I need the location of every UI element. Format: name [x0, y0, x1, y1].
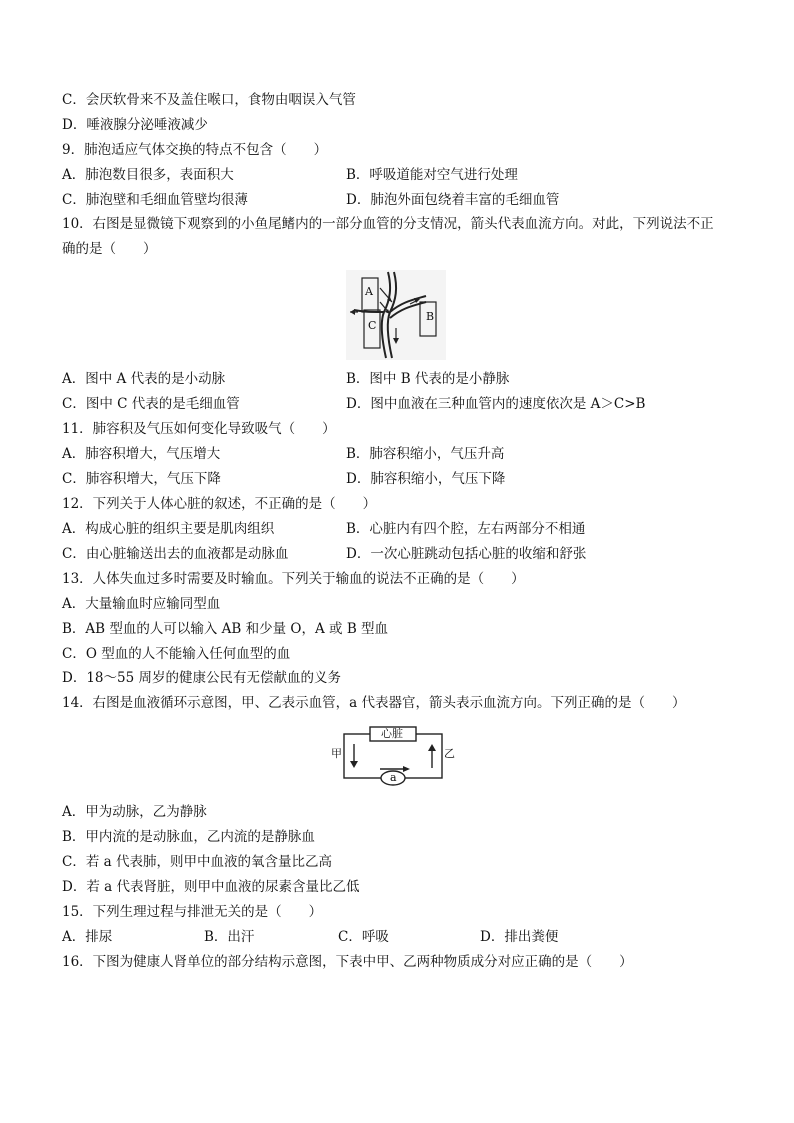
question-10-stem-cont: 确的是（ ） [62, 241, 157, 257]
option-d: D．肺容积缩小，气压下降 [346, 471, 506, 487]
option-c: C．呼吸 [338, 929, 389, 945]
option-d: D．18～55 周岁的健康公民有无偿献血的义务 [62, 670, 341, 686]
question-line: D．唾液腺分泌唾液减少 [62, 117, 208, 133]
question-13-stem: 13．人体失血过多时需要及时输血。下列关于输血的说法不正确的是（ ） [62, 571, 525, 587]
option-a: A．大量输血时应输同型血 [62, 596, 221, 612]
option-c: C．O 型血的人不能输入任何血型的血 [62, 646, 291, 662]
option-a: A．甲为动脉，乙为静脉 [62, 804, 207, 820]
option-d: D．排出粪便 [480, 929, 559, 945]
figure-label-c: C [368, 319, 377, 332]
heart-label: 心脏 [381, 727, 403, 740]
blood-vessel-figure [346, 270, 446, 360]
question-16-stem: 16．下图为健康人肾单位的部分结构示意图，下表中甲、乙两种物质成分对应正确的是（ ） [62, 954, 633, 970]
option-c: C．肺容积增大，气压下降 [62, 471, 221, 487]
option-a: A．构成心脏的组织主要是肌肉组织 [62, 521, 275, 537]
option-c: C．若 a 代表肺，则甲中血液的氧含量比乙高 [62, 854, 332, 870]
option-b: B．图中 B 代表的是小静脉 [346, 371, 510, 387]
option-a: A．肺泡数目很多，表面积大 [62, 167, 234, 183]
figure-label-b: B [426, 310, 435, 323]
option-a: A．图中 A 代表的是小动脉 [62, 371, 226, 387]
vessel-yi-label: 乙 [444, 747, 455, 760]
option-b: B．肺容积缩小，气压升高 [346, 446, 505, 462]
option-b: B．甲内流的是动脉血，乙内流的是静脉血 [62, 829, 315, 845]
option-b: B．AB 型血的人可以输入 AB 和少量 O，A 或 B 型血 [62, 621, 389, 637]
option-c: C．由心脏输送出去的血液都是动脉血 [62, 546, 289, 562]
option-b: B．出汗 [204, 929, 255, 945]
option-d: D．一次心脏跳动包括心脏的收缩和舒张 [346, 546, 587, 562]
question-15-stem: 15．下列生理过程与排泄无关的是（ ） [62, 904, 323, 920]
organ-a-label: a [390, 771, 397, 784]
question-line: C．会厌软骨来不及盖住喉口，食物由咽误入气管 [62, 92, 356, 108]
option-c: C．图中 C 代表的是毛细血管 [62, 396, 240, 412]
question-10-stem: 10．右图是显微镜下观察到的小鱼尾鳍内的一部分血管的分支情况，箭头代表血流方向。对此，下列说法不正 [62, 216, 714, 232]
figure-label-a: A [365, 285, 373, 298]
option-d: D．若 a 代表肾脏，则甲中血液的尿素含量比乙低 [62, 879, 360, 895]
option-d: D．图中血液在三种血管内的速度依次是 A＞C>B [346, 396, 646, 412]
option-b: B．心脏内有四个腔，左右两部分不相通 [346, 521, 586, 537]
option-a: A．排尿 [62, 929, 113, 945]
option-d: D．肺泡外面包绕着丰富的毛细血管 [346, 192, 560, 208]
option-b: B．呼吸道能对空气进行处理 [346, 167, 518, 183]
question-14-stem: 14．右图是血液循环示意图，甲、乙表示血管，a 代表器官，箭头表示血流方向。下列正确的是（ ） [62, 695, 686, 711]
vessel-jia-label: 甲 [331, 747, 342, 760]
question-12-stem: 12．下列关于人体心脏的叙述，不正确的是（ ） [62, 496, 377, 512]
circulation-figure [330, 724, 456, 790]
question-9-stem: 9．肺泡适应气体交换的特点不包含（ ） [62, 142, 328, 158]
option-c: C．肺泡壁和毛细血管壁均很薄 [62, 192, 248, 208]
option-a: A．肺容积增大，气压增大 [62, 446, 221, 462]
question-11-stem: 11．肺容积及气压如何变化导致吸气（ ） [62, 421, 336, 437]
